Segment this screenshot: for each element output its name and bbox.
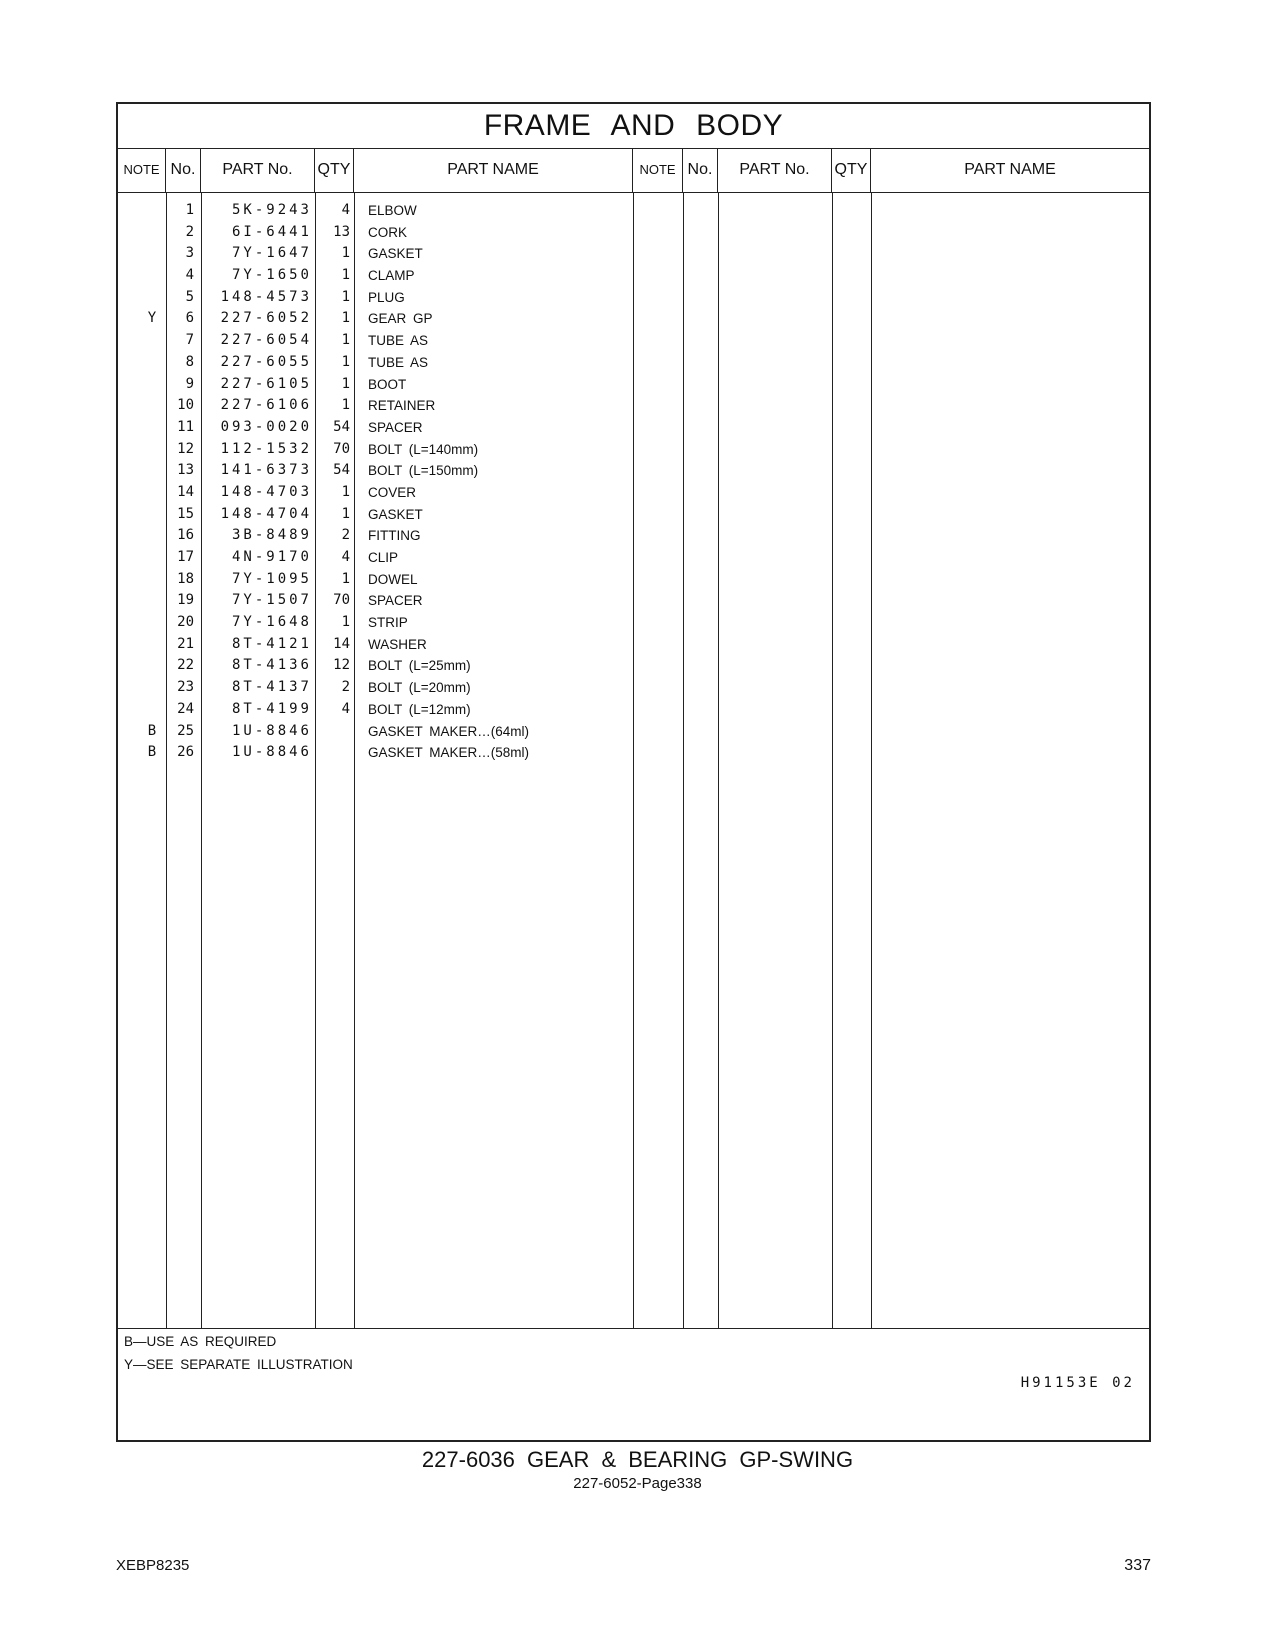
header-part-name-right: PART NAME (964, 161, 1056, 178)
table-row (118, 222, 1149, 244)
table-row (118, 655, 1149, 677)
row-quantity: 1 (341, 483, 350, 500)
table-row (118, 634, 1149, 656)
row-quantity: 1 (341, 614, 350, 631)
row-number: 18 (177, 570, 194, 587)
table-row (118, 243, 1149, 265)
row-quantity: 1 (341, 310, 350, 327)
document-id: XEBP8235 (116, 1557, 190, 1574)
row-part-number: 7Y-1647 (231, 245, 312, 262)
table-row (118, 308, 1149, 330)
row-number: 10 (177, 397, 194, 414)
table-row (118, 460, 1149, 482)
row-note: B (147, 722, 157, 739)
row-quantity: 54 (333, 462, 350, 479)
table-title: FRAME AND BODY (118, 104, 1149, 149)
row-number: 3 (185, 245, 194, 262)
row-number: 21 (177, 635, 194, 652)
table-row (118, 525, 1149, 547)
row-part-name: BOLT (L=150mm) (368, 463, 479, 479)
parts-table (116, 102, 1151, 1442)
row-part-number: 112-1532 (220, 440, 312, 457)
row-number: 20 (177, 614, 194, 631)
row-part-number: 8T-4137 (231, 679, 312, 696)
row-part-name: RETAINER (368, 398, 436, 414)
table-row (118, 699, 1149, 721)
row-part-name: COVER (368, 484, 417, 500)
row-part-name: TUBE AS (368, 333, 429, 349)
row-part-name: PLUG (368, 289, 405, 305)
row-part-name: CORK (368, 224, 408, 240)
table-row (118, 330, 1149, 352)
row-quantity: 4 (341, 549, 350, 565)
row-number: 17 (177, 549, 194, 565)
table-row (118, 265, 1149, 287)
row-number: 1 (185, 202, 194, 218)
row-part-name: GEAR GP (368, 311, 433, 327)
row-quantity: 1 (341, 397, 350, 414)
header-note-right: NOTE (633, 148, 683, 192)
table-row (118, 287, 1149, 309)
row-quantity: 2 (341, 679, 350, 696)
header-qty-left: QTY (315, 148, 354, 192)
row-number: 5 (185, 288, 194, 305)
row-number: 24 (177, 700, 194, 717)
row-number: 15 (177, 505, 194, 522)
table-row (118, 569, 1149, 591)
row-part-name: ELBOW (368, 203, 417, 218)
row-part-number: 148-4703 (220, 483, 312, 500)
row-part-number: 141-6373 (220, 462, 312, 479)
header-part-no-left: PART No. (201, 148, 315, 192)
row-quantity: 1 (341, 267, 350, 284)
row-quantity: 1 (341, 570, 350, 587)
row-part-number: 8T-4136 (231, 657, 312, 674)
table-row (118, 352, 1149, 374)
table-row (118, 417, 1149, 439)
row-part-name: GASKET (368, 506, 423, 522)
row-part-number: 7Y-1650 (231, 267, 312, 284)
header-part-no-right: PART No. (718, 148, 832, 192)
footnote-y: Y—SEE SEPARATE ILLUSTRATION (124, 1357, 353, 1372)
row-quantity: 13 (333, 223, 350, 240)
table-row (118, 612, 1149, 634)
row-part-number: 1U-8846 (231, 722, 312, 739)
row-part-name: DOWEL (368, 571, 418, 587)
row-number: 16 (177, 527, 194, 544)
row-number: 13 (177, 462, 194, 479)
header-part-name-left: PART NAME (354, 148, 633, 192)
row-number: 22 (177, 657, 194, 674)
row-number: 25 (177, 722, 194, 739)
assembly-caption: 227-6036 GEAR & BEARING GP-SWING (421, 1447, 854, 1472)
table-row (118, 200, 1149, 222)
table-body (118, 200, 1149, 764)
row-number: 7 (185, 332, 194, 349)
row-part-number: 5K-9243 (231, 202, 312, 218)
row-part-number: 227-6054 (220, 332, 312, 349)
row-quantity: 1 (341, 375, 350, 392)
row-part-number: 227-6106 (220, 397, 312, 414)
row-part-number: 227-6052 (220, 310, 312, 327)
header-row (118, 148, 1149, 193)
table-row (118, 590, 1149, 612)
row-part-number: 7Y-1648 (231, 614, 312, 631)
row-number: 26 (177, 744, 194, 761)
row-part-number: 7Y-1507 (231, 592, 312, 609)
row-number: 12 (177, 440, 194, 457)
row-part-number: 227-6105 (220, 375, 312, 392)
table-row (118, 482, 1149, 504)
table-row (118, 721, 1149, 743)
row-quantity: 4 (341, 202, 350, 218)
row-number: 2 (185, 223, 194, 240)
table-row (118, 374, 1149, 396)
row-part-number: 093-0020 (220, 418, 312, 435)
row-part-name: TUBE AS (368, 354, 429, 370)
row-part-name: BOLT (L=20mm) (368, 680, 471, 696)
row-part-number: 8T-4199 (231, 700, 312, 717)
row-part-name: GASKET MAKER…(64ml) (368, 723, 530, 739)
row-part-name: SPACER (368, 593, 423, 609)
table-row (118, 677, 1149, 699)
header-no-right: No. (683, 148, 718, 192)
row-number: 14 (177, 483, 194, 500)
table-row (118, 547, 1149, 569)
table-row (118, 504, 1149, 526)
row-quantity: 70 (333, 592, 350, 609)
row-quantity: 54 (333, 418, 350, 435)
page-number: 337 (1124, 1557, 1151, 1574)
table-row (118, 439, 1149, 461)
row-quantity: 2 (341, 527, 350, 544)
row-part-name: GASKET (368, 246, 423, 262)
row-part-number: 7Y-1095 (231, 570, 312, 587)
row-part-number: 1U-8846 (231, 744, 312, 761)
row-part-name: BOLT (L=25mm) (368, 658, 471, 674)
row-part-number: 148-4704 (220, 505, 312, 522)
row-part-name: WASHER (368, 636, 427, 652)
row-number: 23 (177, 679, 194, 696)
row-quantity: 14 (333, 635, 350, 652)
row-note: Y (147, 310, 157, 327)
row-part-name: BOLT (L=140mm) (368, 441, 479, 457)
header-no-left: No. (166, 148, 201, 192)
row-quantity: 12 (333, 657, 350, 674)
row-part-number: 227-6055 (220, 353, 312, 370)
row-number: 19 (177, 592, 194, 609)
row-part-number: 6I-6441 (231, 223, 312, 240)
row-quantity: 70 (333, 440, 350, 457)
illustration-code: H91153E 02 (1020, 1375, 1135, 1391)
row-part-name: BOLT (L=12mm) (368, 701, 471, 717)
table-row (118, 395, 1149, 417)
row-number: 6 (185, 310, 194, 327)
row-note: B (147, 744, 157, 761)
row-part-number: 4N-9170 (231, 549, 312, 565)
page-reference: 227-6052-Page338 (573, 1475, 702, 1492)
header-note-left: NOTE (118, 148, 166, 192)
footnote-b: B—USE AS REQUIRED (124, 1334, 277, 1349)
row-part-name: STRIP (368, 615, 408, 631)
row-part-name: GASKET MAKER…(58ml) (368, 745, 530, 761)
row-part-name: CLAMP (368, 268, 415, 284)
row-part-name: CLIP (368, 550, 399, 565)
row-part-number: 3B-8489 (231, 527, 312, 544)
row-number: 8 (185, 353, 194, 370)
row-number: 4 (185, 267, 194, 284)
table-footer (118, 1328, 1149, 1441)
header-qty-right: QTY (832, 148, 871, 192)
table-row (118, 742, 1149, 764)
row-quantity: 1 (341, 353, 350, 370)
row-quantity: 4 (341, 700, 350, 717)
row-part-name: BOOT (368, 376, 407, 392)
row-quantity: 1 (341, 288, 350, 305)
row-part-number: 8T-4121 (231, 635, 312, 652)
row-number: 9 (185, 375, 194, 392)
row-number: 11 (177, 418, 194, 435)
row-part-name: SPACER (368, 419, 423, 435)
row-part-number: 148-4573 (220, 288, 312, 305)
row-quantity: 1 (341, 245, 350, 262)
row-part-name: FITTING (368, 528, 421, 544)
row-quantity: 1 (341, 332, 350, 349)
row-quantity: 1 (341, 505, 350, 522)
